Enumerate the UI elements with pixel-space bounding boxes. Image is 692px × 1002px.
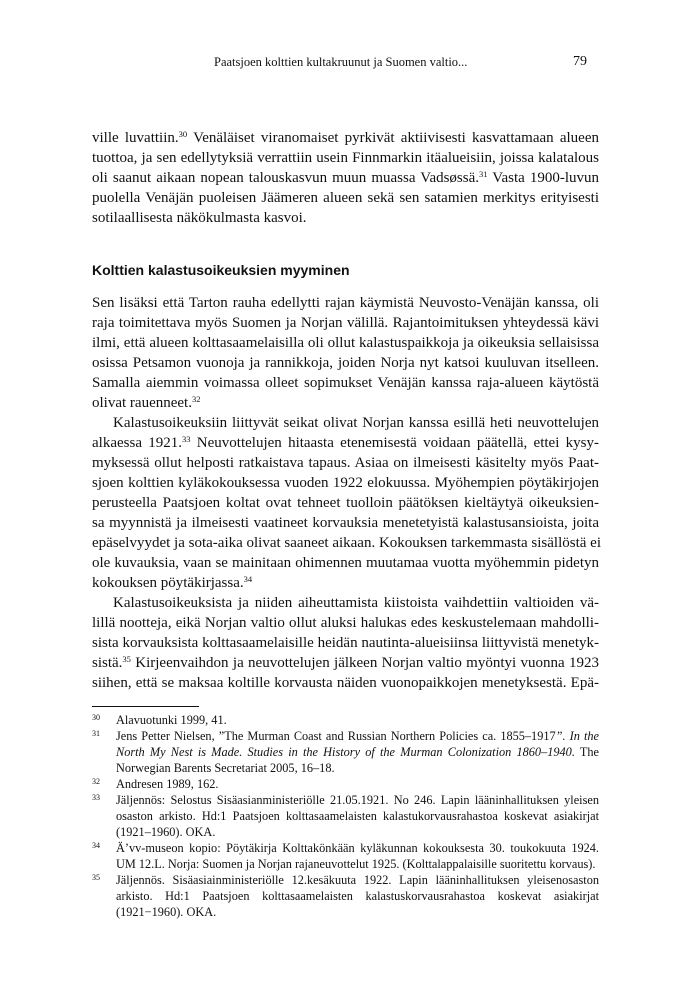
text-line: alkaessa 1921.33 Neuvottelujen hitaasta etenemisestä voidaan päätellä, ettei kysy- — [92, 434, 599, 451]
text-line: ville luvattiin.$^{30}$ Venäläiset viranomaiset pyrkivät aktiivisesti kasvattamaan alueen — [92, 129, 599, 146]
text-line: osissa Petsamon vuonoja ja rannikkoja, joiden Norja nyt katsoi kuuluvan itselleen. — [92, 355, 599, 371]
footnote-ref[interactable]: 34 — [243, 574, 253, 584]
text-line: kokouksen pöytäkirjassa.$^{34}$ — [92, 574, 253, 591]
footnote-text: Jäljennös: Selostus Sisäasianministeriölle 21.05.1921. No 246. Lapin lääninhallituksen yleisen osaston arkisto. Hd:1 Paatsjoen kolttasaamelaisten kalastukorvausrahastoa koskevat asiakirjat (1921–1960). OKA. — [116, 793, 599, 839]
text-line: sjoen kolttien kyläkokouksessa vuoden 1922 elokuussa. Myöhempien pöytäkirjojen — [92, 475, 599, 491]
page-number: 79 — [573, 54, 587, 69]
text-line: perusteella Paatsjoen koltat ovat tehneet tuolloin päätöksen kieltäytyä oikeuksien- — [92, 495, 599, 511]
footnotes — [92, 712, 599, 920]
footnote-text: Andresen 1989, 162. — [116, 777, 219, 791]
text-line: Samalla aiemmin voimassa olleet sopimukset Venäjän kanssa raja-alueen käytöstä — [92, 375, 599, 391]
text-line: ole kuvauksia, vaan se mainitaan ohimennen muutamaa vuotta myöhemmin pidetyn — [92, 555, 599, 571]
footnote-ref[interactable]: 35 — [122, 654, 131, 664]
footnote-ref[interactable]: 30 — [178, 129, 188, 139]
footnote-number: 35 — [92, 873, 100, 882]
text-line: myksessä ollut helposti ratkaistava tapaus. Asiaa on ilmeisesti käsitelty myös Paat- — [92, 455, 599, 471]
footnote-ref[interactable]: 33 — [182, 434, 191, 444]
italic-text: North My Nest is Made. Studies in the History of the Murman Colonization 1860–1940. — [116, 745, 575, 759]
footnote-text: Alavuotunki 1999, 41. — [116, 713, 227, 727]
text-line: tuottoa, ja sen edellytyksiä verrattiin usein Finnmarkin itäalueisiin, joissa kalatalous — [92, 150, 599, 166]
footnote-text: Jäljennös. Sisäasiainministeriölle 12.kesäkuuta 1922. Lapin lääninhallituksen yleisenosaston arkisto. Hd:1 Paatsjoen kolttasaamelaisten kalastuskorvausrahastoa koskevat asiakirjat (1921−1960). OKA. — [116, 873, 599, 919]
footnote — [92, 712, 599, 728]
text-line: ilmi, että alueen kolttasaamelaisilla oli ollut kalastuspaikkoja ja oikeuksia sellaisissa — [92, 335, 599, 351]
footnote-number: 31 — [92, 729, 100, 738]
text-line: sista korvauksista kolttasaamelaisille heidän nautinta-alueisiinsa liittyvistä menetyk- — [92, 635, 599, 651]
footnote — [92, 792, 599, 840]
footnote — [92, 840, 599, 872]
text-line: raja toimitettava myös Suomen ja Norjan välillä. Rajantoimituksen yhteydessä kävi — [92, 315, 599, 331]
footnote-ref[interactable]: 31 — [479, 169, 488, 179]
text-line: sistä.$^{35}$ Kirjeenvaihdon ja neuvottelujen jälkeen Norjan valtio myöntyi vuonna 1923 — [92, 654, 599, 671]
footnote-number: 32 — [92, 777, 100, 786]
text-line: Kalastusoikeuksiin liittyvät seikat olivat Norjan kanssa esillä heti neuvottelujen — [113, 415, 599, 431]
footnote-number: 33 — [92, 793, 100, 802]
footnote-ref[interactable]: 32 — [191, 394, 201, 404]
footnote-number: 34 — [92, 841, 100, 850]
section-heading: Kolttien kalastusoikeuksien myyminen — [92, 262, 350, 278]
paragraph — [92, 293, 599, 413]
paragraph — [92, 413, 599, 593]
text-line: lillä nootteja, eikä Norjan valtio ollut aluksi halukas edes keskustelemaan mahdolli- — [92, 615, 599, 631]
paragraph-continuation — [92, 128, 599, 228]
italic-text: ”. In the — [555, 729, 599, 743]
text-line: epäselvyydet ja sota-aika olivat saaneet aikaan. Kokouksen tarkemmasta sisällöstä ei — [92, 535, 601, 551]
text-line: Sen lisäksi että Tarton rauha edellytti rajan käymistä Neuvosto-Venäjän kanssa, oli — [92, 295, 599, 311]
footnote — [92, 872, 599, 920]
text-line: Kalastusoikeuksista ja niiden aiheuttamista kiistoista vaihdettiin valtioiden vä- — [113, 595, 599, 611]
text-line: sa myynnistä ja ilmeisesti vaatineet korvauksia menetetyistä kalastusansioista, joita — [92, 515, 599, 531]
running-head: Paatsjoen kolttien kultakruunut ja Suomen valtio... — [214, 55, 468, 69]
text-line: sotilaallisesta näkökulmasta kasvoi. — [92, 210, 307, 226]
text-line: puolella Venäjän puoleisen Jäämeren alueen sekä sen satamien merkitys erityisesti — [92, 190, 599, 206]
paragraph — [92, 593, 599, 693]
footnote-text: Jens Petter Nielsen, ”The Murman Coast and Russian Northern Policies ca. 1855–1917”. In the North My Nest is Made. Studies in the History of the Murman Colonization 1860–1940. The Norwegian Barents Secretariat 2005, 16–18. — [116, 729, 599, 775]
footnote-divider — [92, 706, 199, 707]
section-body — [92, 293, 599, 693]
footnote-number: 30 — [92, 713, 100, 722]
footnote — [92, 776, 599, 792]
footnote — [92, 728, 599, 776]
text-line: siihen, että se maksaa koltille korvausta näiden vuonopaikkojen menetyksestä. Epä- — [92, 675, 599, 691]
text-line: olivat rauenneet.$^{32}$ — [92, 394, 201, 411]
footnote-text: Ä’vv-museon kopio: Pöytäkirja Kolttakönkään kyläkunnan kokouksesta 30. toukokuuta 1924. UM 12.L. Norja: Suomen ja Norjan rajaneuvottelut 1925. (Kolttalappalaisille suoritettu korvaus). — [116, 841, 599, 871]
text-line: oli saanut aikaan nopean talouskasvun muun muassa Vadsøssä.$^{31}$ Vasta 1900-luvun — [92, 169, 599, 186]
